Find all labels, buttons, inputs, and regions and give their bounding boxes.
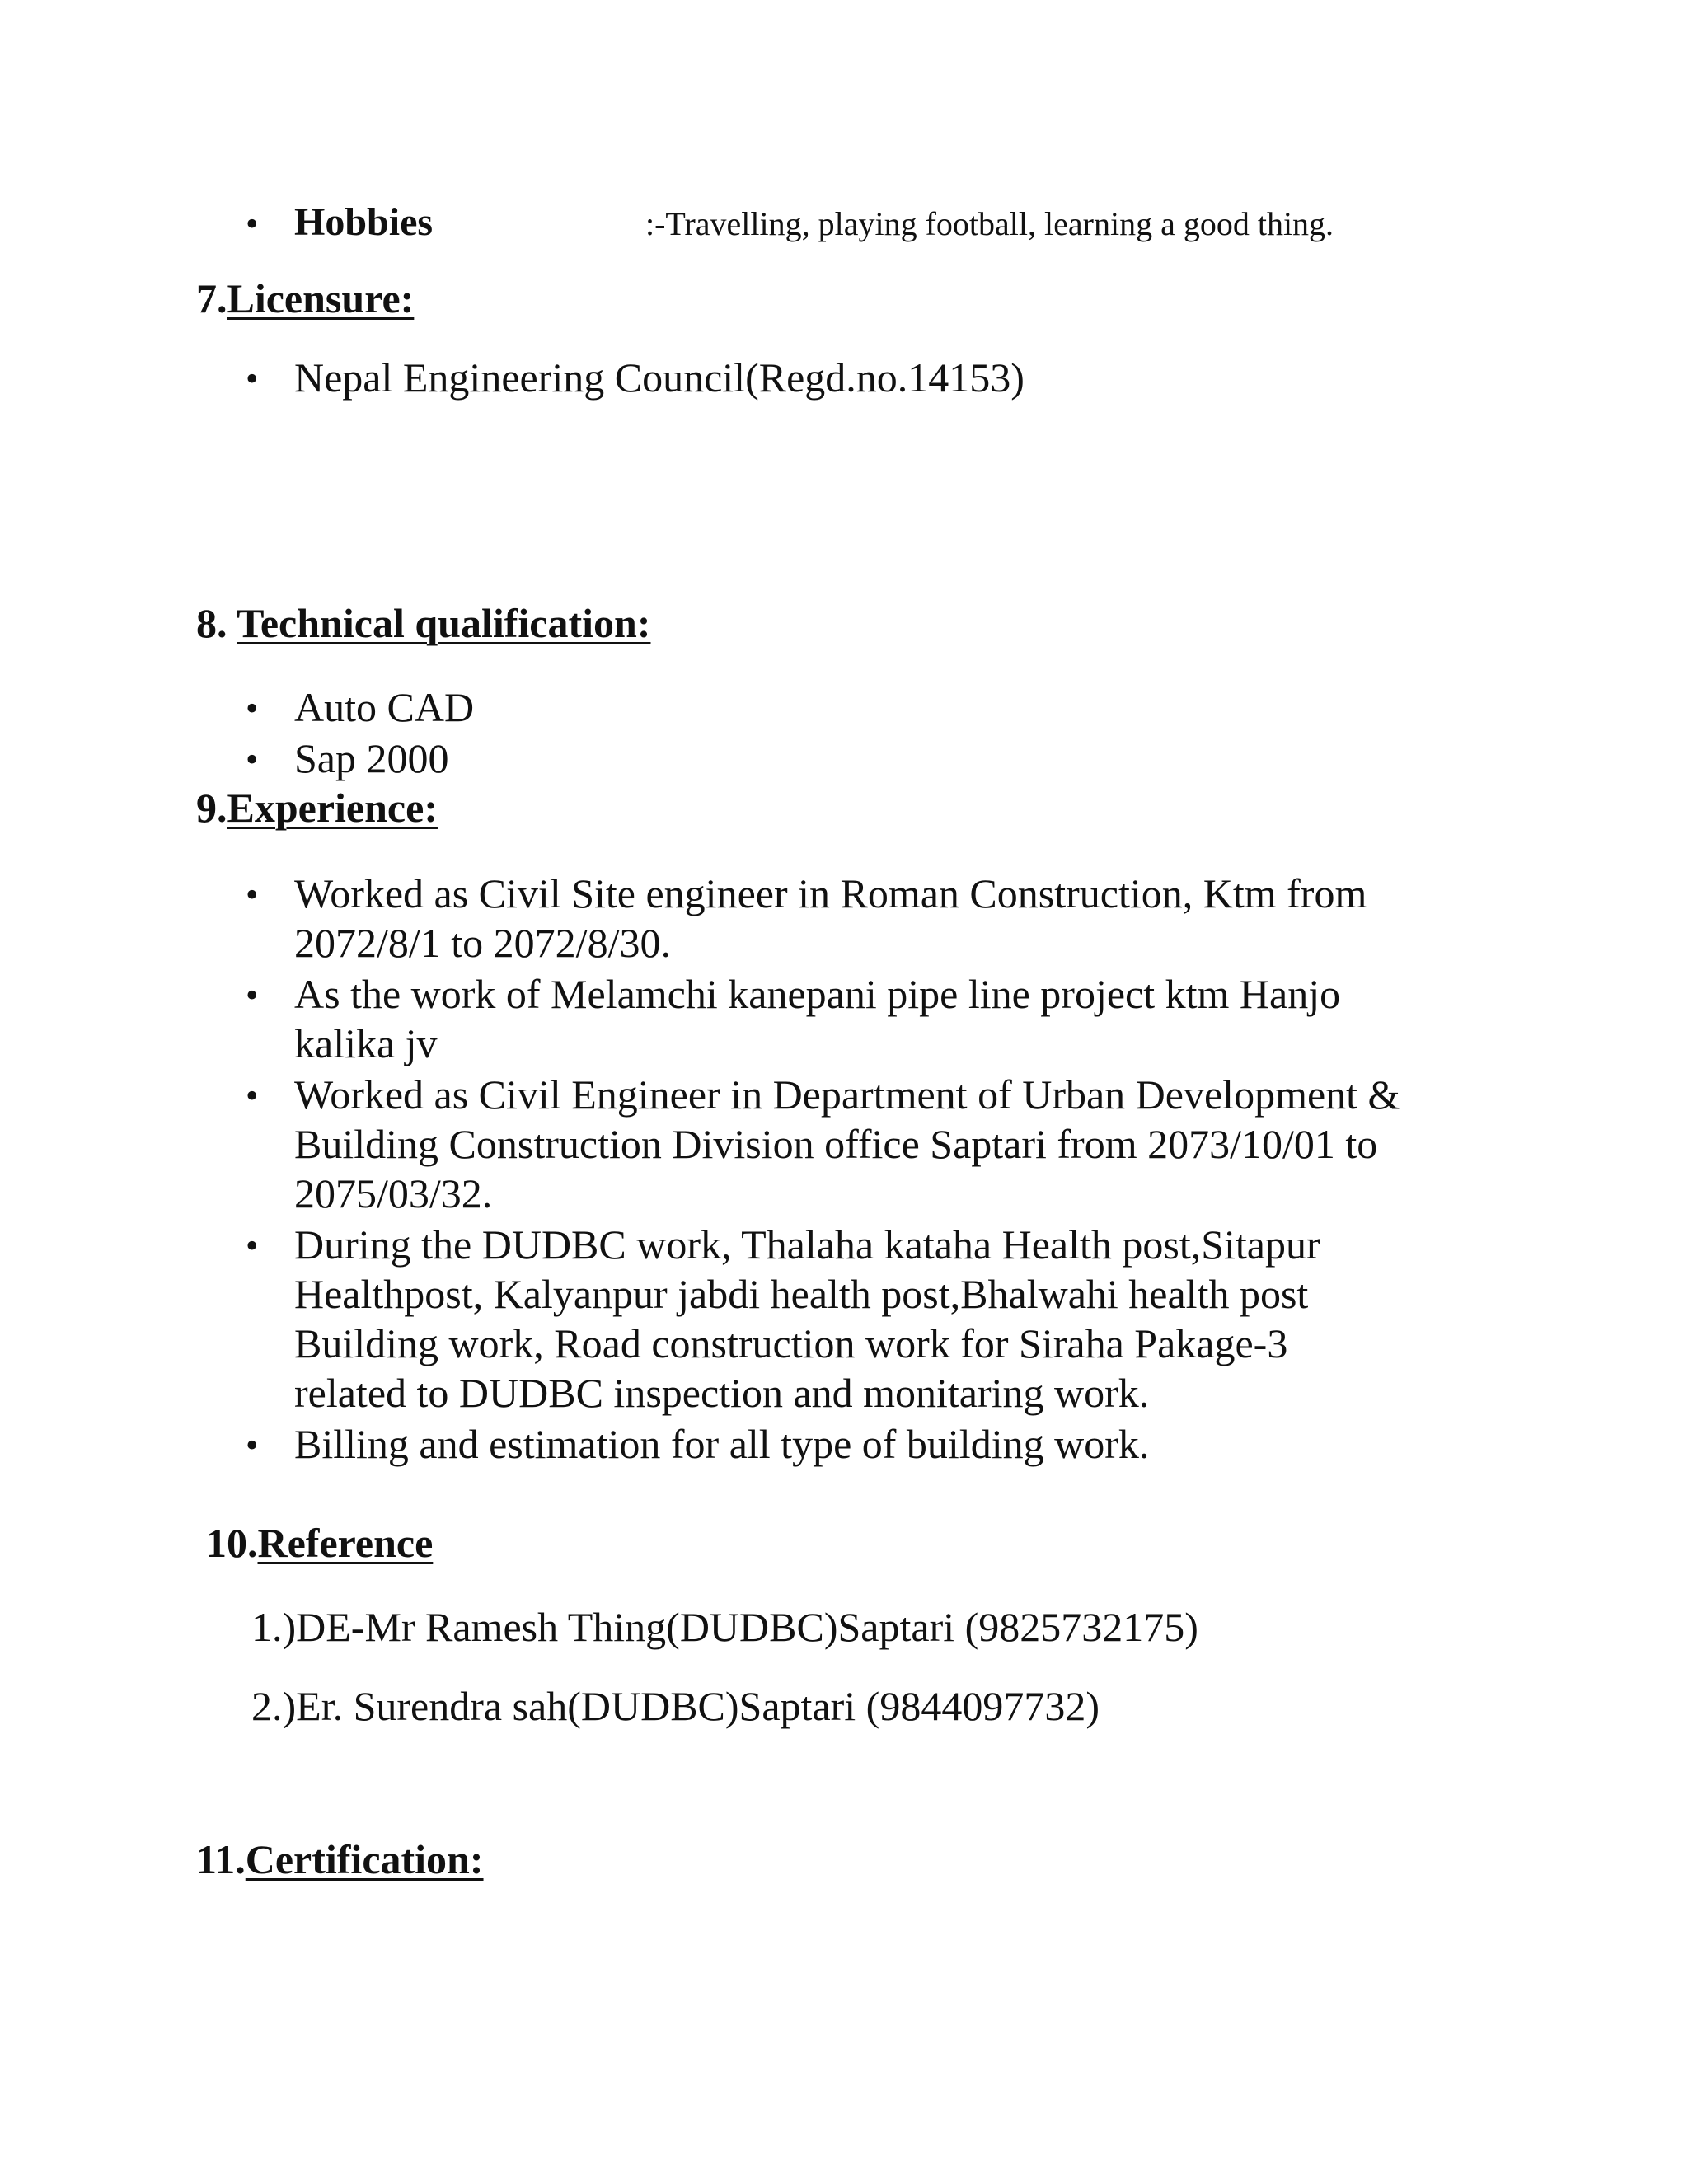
reference-heading	[206, 1518, 433, 1568]
experience-heading	[196, 783, 438, 832]
licensure-item: Nepal Engineering Council(Regd.no.14153)	[294, 354, 1025, 401]
experience-title: Experience:	[227, 785, 438, 831]
bullet: •	[246, 688, 259, 729]
bullet: •	[246, 359, 259, 399]
bullet: •	[246, 975, 259, 1015]
bullet: •	[246, 739, 259, 780]
experience-number: 9.	[196, 785, 227, 831]
technical-title: Technical qualification:	[237, 600, 651, 646]
licensure-heading	[196, 274, 414, 323]
technical-item: Auto CAD	[294, 684, 475, 730]
reference-title: Reference	[257, 1520, 434, 1566]
reference-number: 10.	[206, 1520, 258, 1566]
bullet: •	[246, 874, 259, 915]
reference-item: 2.)Er. Surendra sah(DUDBC)Saptari (9844097732)	[251, 1683, 1100, 1729]
experience-line: Healthpost, Kalyanpur jabdi health post,Bhalwahi health post	[294, 1271, 1309, 1317]
experience-line: Worked as Civil Engineer in Department of Urban Development &	[294, 1071, 1400, 1118]
experience-line: Building work, Road construction work for Siraha Pakage-3	[294, 1320, 1288, 1366]
experience-line: As the work of Melamchi kanepani pipe line project ktm Hanjo	[294, 971, 1341, 1017]
bullet: •	[246, 204, 259, 244]
bullet: •	[246, 1425, 259, 1465]
experience-line: Worked as Civil Site engineer in Roman Construction, Ktm from	[294, 870, 1367, 916]
certification-heading	[196, 1835, 484, 1884]
hobbies-value: :-Travelling, playing football, learning a good thing.	[645, 205, 1334, 242]
technical-heading	[196, 598, 650, 648]
bullet: •	[246, 1226, 259, 1266]
experience-line: related to DUDBC inspection and monitaring work.	[294, 1370, 1150, 1416]
certification-title: Certification:	[245, 1836, 484, 1882]
experience-line: 2072/8/1 to 2072/8/30.	[294, 920, 671, 966]
hobbies-label: Hobbies	[294, 200, 434, 244]
experience-line: Billing and estimation for all type of building work.	[294, 1421, 1150, 1467]
reference-item: 1.)DE-Mr Ramesh Thing(DUDBC)Saptari (9825732175)	[251, 1604, 1198, 1650]
licensure-title: Licensure:	[227, 275, 415, 321]
experience-line: kalika jv	[294, 1020, 438, 1066]
experience-line: During the DUDBC work, Thalaha kataha Health post,Sitapur	[294, 1221, 1320, 1268]
licensure-number: 7.	[196, 275, 227, 321]
technical-number: 8.	[196, 600, 237, 646]
experience-line: Building Construction Division office Saptari from 2073/10/01 to	[294, 1121, 1378, 1167]
bullet: •	[246, 1076, 259, 1116]
certification-number: 11.	[196, 1836, 246, 1882]
technical-item: Sap 2000	[294, 735, 449, 781]
experience-line: 2075/03/32.	[294, 1170, 493, 1216]
